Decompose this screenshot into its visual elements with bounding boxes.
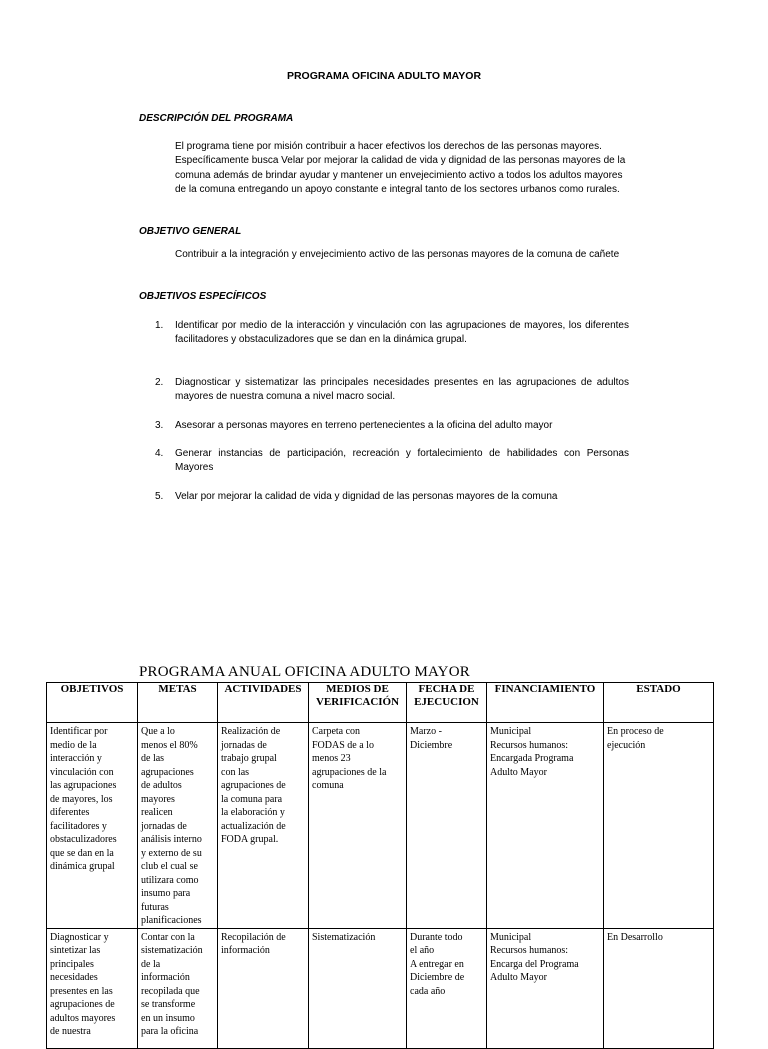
list-number: 2. <box>155 377 164 388</box>
list-number: 1. <box>155 320 164 331</box>
annual-table-title: PROGRAMA ANUAL OFICINA ADULTO MAYOR <box>139 664 470 680</box>
table-cell: Marzo - Diciembre <box>407 723 487 929</box>
table-cell: Identificar por medio de la interacción y vinculación con las agrupaciones de mayores, los diferentes facilitadores y obstaculizadores que se dan en la dinámica grupal <box>47 723 138 929</box>
annual-program-table <box>46 682 714 1049</box>
header-medios-verificacion: MEDIOS DE VERIFICACIÓN <box>309 683 407 723</box>
table-row <box>47 723 714 929</box>
specific-objectives-heading: OBJETIVOS ESPECÍFICOS <box>139 291 267 302</box>
list-text: Diagnosticar y sistematizar las principales necesidades presentes en las agrupaciones de adultos mayores de nuestra comuna a nivel macro social. <box>175 377 629 402</box>
list-number: 4. <box>155 448 164 459</box>
header-actividades: ACTIVIDADES <box>218 683 309 723</box>
header-objetivos: OBJETIVOS <box>47 683 138 723</box>
header-financiamiento: FINANCIAMIENTO <box>487 683 604 723</box>
header-fecha-ejecucion: FECHA DE EJECUCION <box>407 683 487 723</box>
table-cell: En proceso de ejecución <box>604 723 714 929</box>
table-row <box>47 928 714 1048</box>
table-cell: Contar con la sistematización de la información recopilada que se transforme en un insumo para la oficina <box>138 928 218 1048</box>
table-cell: Que a lo menos el 80% de las agrupaciones de adultos mayores realicen jornadas de análisis interno y externo de su club el cual se utilizara como insumo para futuras planificaciones <box>138 723 218 929</box>
header-estado: ESTADO <box>604 683 714 723</box>
table-cell: Municipal Recursos humanos: Encarga del Programa Adulto Mayor <box>487 928 604 1048</box>
table-cell: Durante todo el año A entregar en Diciembre de cada año <box>407 928 487 1048</box>
table-cell: Realización de jornadas de trabajo grupal con las agrupaciones de la comuna para la elaboración y actualización de FODA grupal. <box>218 723 309 929</box>
table-cell: Carpeta con FODAS de a lo menos 23 agrupaciones de la comuna <box>309 723 407 929</box>
general-objective-heading: OBJETIVO GENERAL <box>139 226 242 237</box>
list-text: Identificar por medio de la interacción y vinculación con las agrupaciones de mayores, los diferentes facilitadores y obstaculizadores que se dan en la dinámica grupal. <box>175 320 629 345</box>
list-text: Generar instancias de participación, recreación y fortalecimiento de habilidades con Personas Mayores <box>175 448 629 473</box>
description-text: El programa tiene por misión contribuir a hacer efectivos los derechos de las personas mayores. Específicamente busca Velar por mejorar la calidad de vida y dignidad de las personas mayores de la comuna además de brindar ayudar y mantener un envejecimiento activo a todos los adultos mayores de la comuna entregando un apoyo constante e integral tanto de los sectores urbanos como rurales. <box>175 141 626 196</box>
table-cell: Diagnosticar y sintetizar las principales necesidades presentes en las agrupaciones de adultos mayores de nuestra <box>47 928 138 1048</box>
table-cell: Municipal Recursos humanos: Encargada Programa Adulto Mayor <box>487 723 604 929</box>
document-title: PROGRAMA OFICINA ADULTO MAYOR <box>286 70 482 82</box>
list-text: Asesorar a personas mayores en terreno pertenecientes a la oficina del adulto mayor <box>175 420 553 431</box>
list-number: 3. <box>155 420 164 431</box>
list-number: 5. <box>155 491 164 502</box>
table-cell: Recopilación de información <box>218 928 309 1048</box>
general-objective-text: Contribuir a la integración y envejecimiento activo de las personas mayores de la comuna de cañete <box>175 249 620 260</box>
header-metas: METAS <box>138 683 218 723</box>
table-header-row <box>47 683 714 723</box>
table-cell: En Desarrollo <box>604 928 714 1048</box>
table-cell: Sistematización <box>309 928 407 1048</box>
description-heading: DESCRIPCIÓN DEL PROGRAMA <box>139 113 294 124</box>
list-text: Velar por mejorar la calidad de vida y dignidad de las personas mayores de la comuna <box>175 491 558 502</box>
